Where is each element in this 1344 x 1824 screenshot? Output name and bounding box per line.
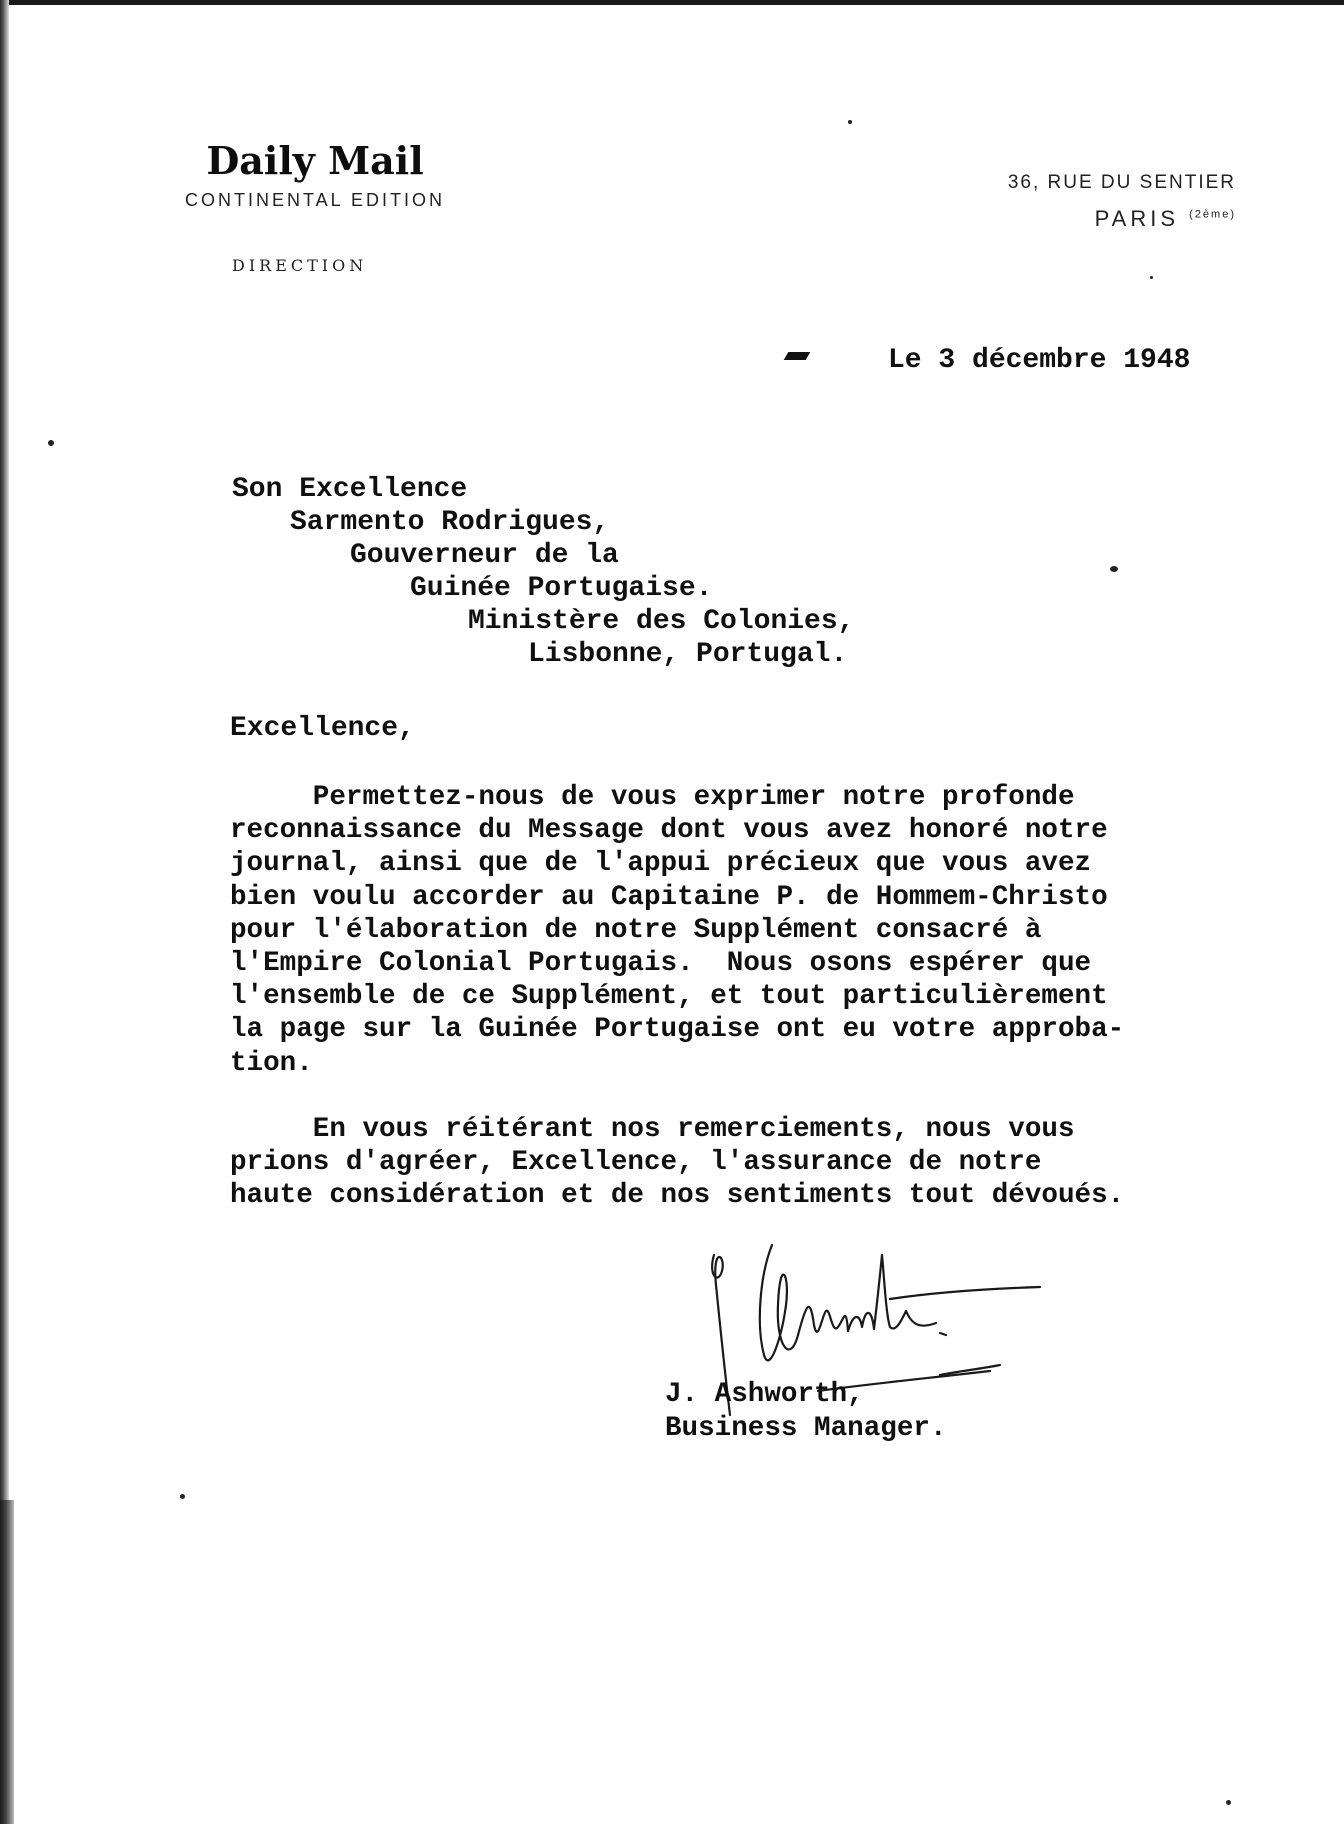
address-street: 36, RUE DU SENTIER [1007,172,1236,193]
paragraph-line: haute considération et de nos sentiments tout dévoués. [230,1180,1125,1212]
paragraph-line: l'ensemble de ce Supplément, et tout particulièrement [230,981,1108,1013]
address-city-line [1008,206,1236,232]
paragraph-line: prions d'agréer, Excellence, l'assurance de notre [230,1147,1042,1179]
scan-speck [848,120,852,124]
salutation: Excellence, [230,713,415,744]
paragraph-line: l'Empire Colonial Portugais. Nous osons espérer que [230,948,1092,980]
paragraph-line: pour l'élaboration de notre Supplément consacré à [230,914,1042,946]
address-city: PARIS [1094,206,1180,231]
body-paragraph-2 [230,1113,1310,1213]
edition-label: CONTINENTAL EDITION [184,190,445,210]
recipient-line: Son Excellence [232,474,468,505]
newspaper-logo: Daily Mail [206,138,424,183]
department-label: DIRECTION [232,256,368,275]
paragraph-line: Permettez-nous de vous exprimer notre profonde [230,782,1075,813]
signatory-block [665,1378,947,1446]
paragraph-line: journal, ainsi que de l'appui précieux que vous avez [230,848,1092,880]
recipient-line: Guinée Portugaise. [410,573,713,604]
scan-speck [1110,566,1118,572]
scan-speck [180,1494,185,1499]
signatory-title: Business Manager. [665,1413,947,1444]
letter-date: Le 3 décembre 1948 [888,345,1191,376]
scan-speck [1150,276,1153,279]
recipient-line: Gouverneur de la [350,540,619,571]
recipient-line: Lisbonne, Portugal. [528,639,848,670]
scan-left-edge-shadow [0,1500,14,1824]
signatory-name: J. Ashworth, [665,1379,864,1410]
paragraph-line: bien voulu accorder au Capitaine P. de Hommem-Christo [230,881,1108,913]
scan-top-edge [0,0,1344,5]
scan-speck [48,440,54,446]
body-paragraph-1 [230,781,1310,1080]
paragraph-line: la page sur la Guinée Portugaise ont eu votre approba- [230,1014,1125,1046]
letterhead-address [1008,172,1236,232]
paragraph-line: tion. [230,1047,313,1079]
letterhead-masthead [150,138,480,211]
recipient-line: Ministère des Colonies, [468,606,855,637]
paragraph-line: En vous réitérant nos remerciements, nous vous [230,1114,1075,1145]
recipient-line: Sarmento Rodrigues, [290,507,610,538]
scan-speck [1226,1800,1231,1805]
address-arrondissement: (2ème) [1189,208,1236,221]
paragraph-line: reconnaissance du Message dont vous avez honoré notre [230,815,1108,847]
date-arrow-mark [784,352,811,360]
